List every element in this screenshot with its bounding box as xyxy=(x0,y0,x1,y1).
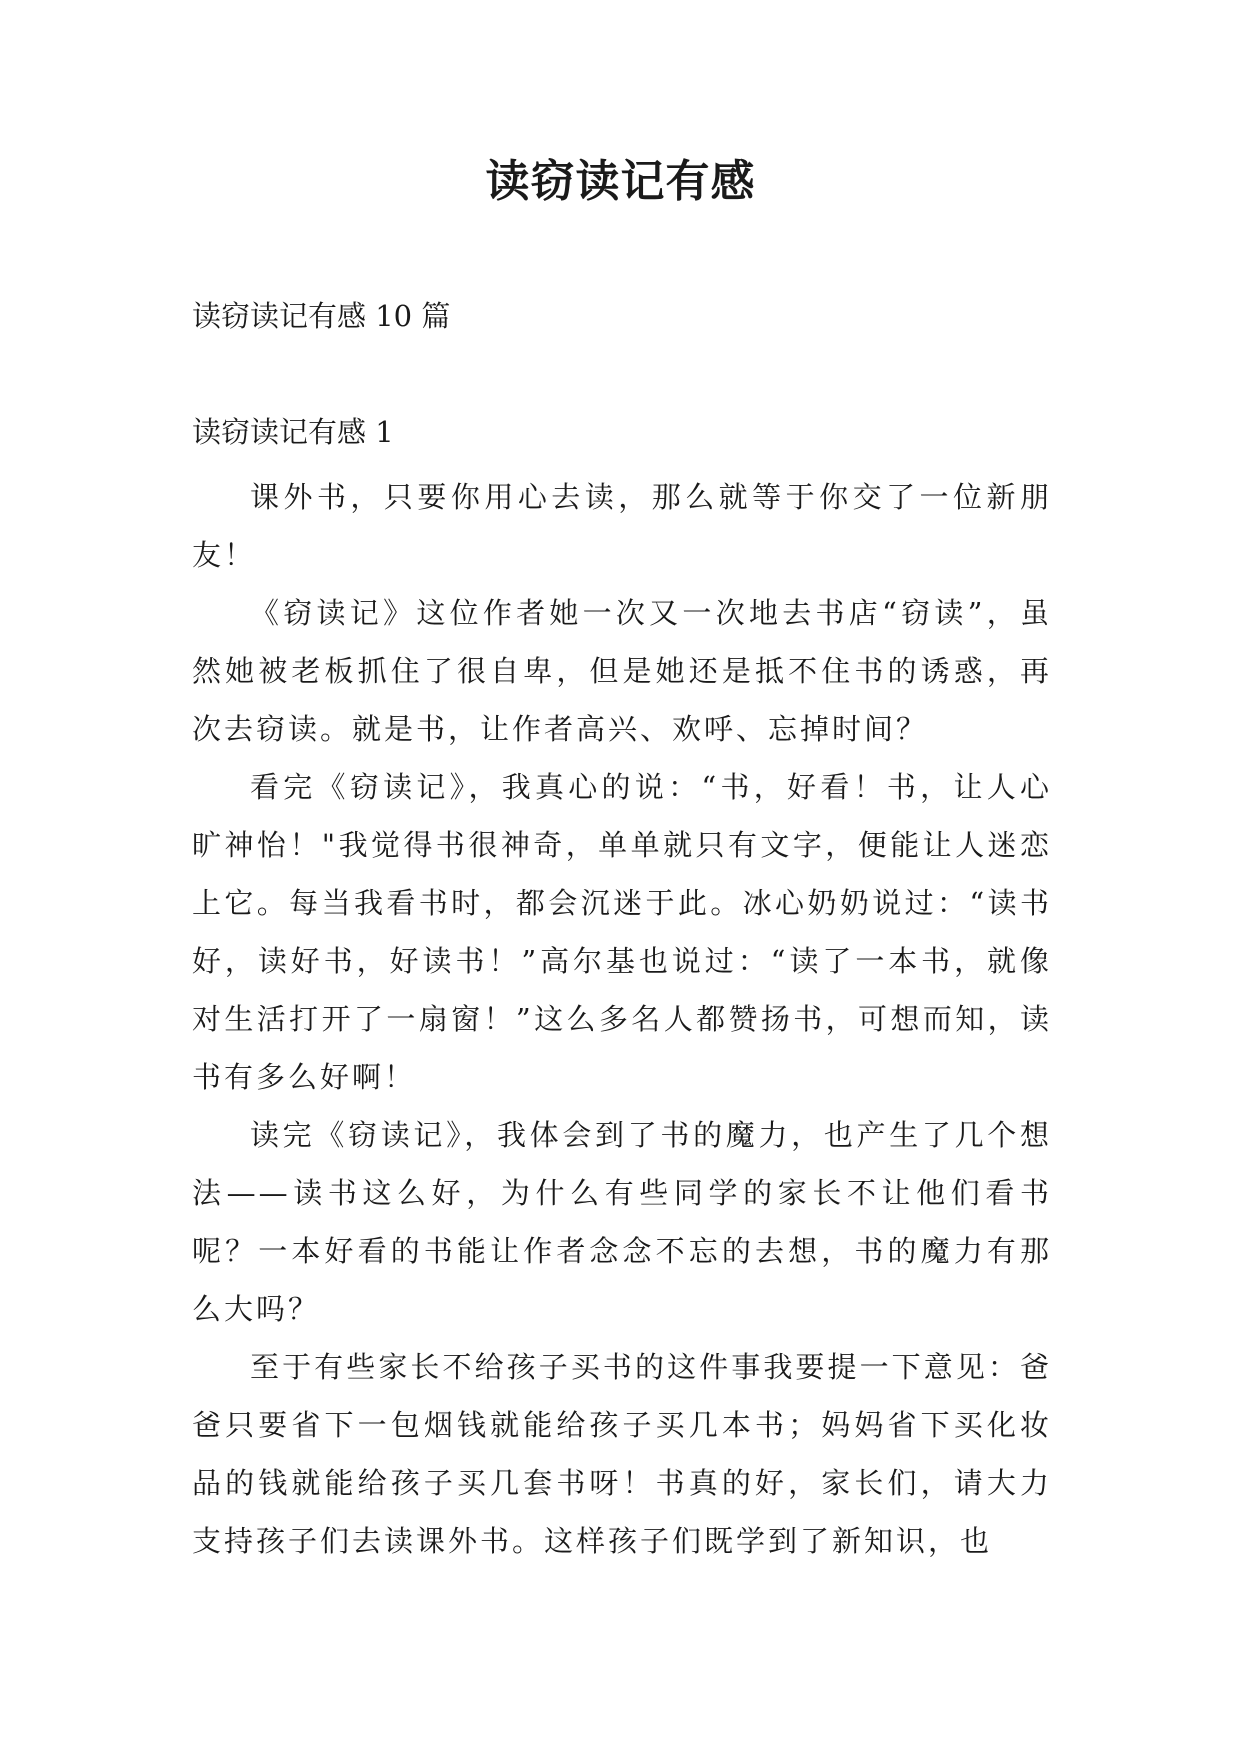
document-title: 读窃读记有感 xyxy=(485,156,756,207)
paragraph: 《窃读记》这位作者她一次又一次地去书店“窃读”，虽然她被老板抓住了很自卑，但是她还是抵不住书的诱惑，再次去窃读。就是书，让作者高兴、欢呼、忘掉时间？ xyxy=(192,596,1052,746)
paragraph: 读完《窃读记》，我体会到了书的魔力，也产生了几个想法——读书这么好，为什么有些同学的家长不让他们看书呢？一本好看的书能让作者念念不忘的去想，书的魔力有那么大吗？ xyxy=(192,1118,1052,1326)
section-heading: 读窃读记有感 1 xyxy=(192,415,394,449)
essay-body xyxy=(192,468,1052,1570)
paragraph: 看完《窃读记》，我真心的说：“书，好看！书，让人心旷神怡！"我觉得书很神奇，单单就只有文字，便能让人迷恋上它。每当我看书时，都会沉迷于此。冰心奶奶说过：“读书好，读好书，好读书！”高尔基也说过：“读了一本书，就像对生活打开了一扇窗！”这么多名人都赞扬书，可想而知，读书有多么好啊！ xyxy=(192,770,1052,1094)
paragraph: 课外书，只要你用心去读，那么就等于你交了一位新朋友！ xyxy=(192,480,1052,572)
paragraph: 至于有些家长不给孩子买书的这件事我要提一下意见：爸爸只要省下一包烟钱就能给孩子买几本书；妈妈省下买化妆品的钱就能给孩子买几套书呀！书真的好，家长们，请大力支持孩子们去读课外书。这样孩子们既学到了新知识，也 xyxy=(192,1350,1052,1558)
document-subtitle: 读窃读记有感 10 篇 xyxy=(192,299,451,333)
